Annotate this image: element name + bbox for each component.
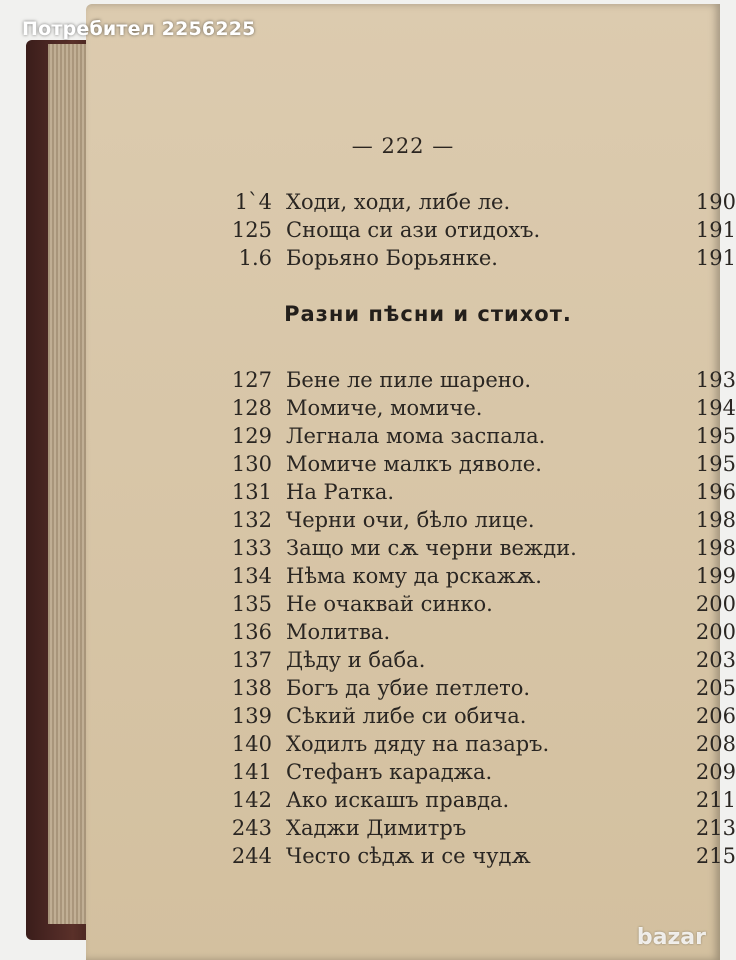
- entry-title: Често сѣдѫ и се чудѫ: [286, 844, 531, 868]
- entry-number: 129: [231, 424, 272, 448]
- list-item: [228, 394, 736, 422]
- entry-page: 196: [695, 480, 736, 504]
- entry-title: Ако искашъ правда.: [286, 788, 510, 812]
- list-item: [228, 786, 736, 814]
- list-item: [228, 216, 736, 244]
- entry-number: 134: [231, 564, 272, 588]
- entry-page: 205: [695, 676, 736, 700]
- list-item: [228, 842, 736, 870]
- entry-title: Момиче малкъ дяволе.: [286, 452, 542, 476]
- list-item: [228, 244, 736, 272]
- list-item: [228, 366, 736, 394]
- entry-page: 203: [695, 648, 736, 672]
- entry-page: 209: [695, 760, 736, 784]
- entry-page: 206: [695, 704, 736, 728]
- user-watermark: Потребител 2256225: [22, 18, 256, 40]
- list-item: [228, 814, 736, 842]
- entry-page: 213: [695, 816, 736, 840]
- entry-title: Момиче, момиче.: [286, 396, 483, 420]
- entry-number: 139: [231, 704, 272, 728]
- entry-title: Бене ле пиле шарено.: [286, 368, 532, 392]
- entry-page: 215: [695, 844, 736, 868]
- page-number: — 222 —: [351, 134, 455, 158]
- entry-number: 127: [231, 368, 272, 392]
- entry-page: 200: [695, 592, 736, 616]
- entry-number: 133: [231, 536, 272, 560]
- entry-title: Хаджи Димитръ: [286, 816, 467, 840]
- entry-page: 198: [695, 508, 736, 532]
- entry-number: 141: [231, 760, 272, 784]
- entry-title: Сѣкий либе си обича.: [286, 704, 527, 728]
- entry-page: 195: [695, 424, 736, 448]
- list-item: [228, 478, 736, 506]
- list-item: [228, 702, 736, 730]
- entry-page: 194: [695, 396, 736, 420]
- entry-number: 132: [231, 508, 272, 532]
- entry-number: 1.6: [238, 246, 272, 270]
- list-item: [228, 618, 736, 646]
- list-item: [228, 646, 736, 674]
- entry-title: Стефанъ караджа.: [286, 760, 493, 784]
- entry-title: Борьяно Борьянке.: [286, 246, 498, 270]
- entry-title: Защо ми сѫ черни вежди.: [286, 536, 577, 560]
- list-item: [228, 590, 736, 618]
- list-item: [228, 188, 736, 216]
- entry-title: Нѣма кому да рскажѫ.: [286, 564, 542, 588]
- list-item: [228, 506, 736, 534]
- list-item: [228, 730, 736, 758]
- entry-number: 1`4: [234, 190, 272, 214]
- entry-page: 191: [695, 218, 736, 242]
- entry-page: 195: [695, 452, 736, 476]
- book-page: [86, 4, 736, 960]
- list-item: [228, 758, 736, 786]
- entry-page: 198: [695, 536, 736, 560]
- entry-page: 211: [695, 788, 736, 812]
- entry-title: Богъ да убие петлето.: [286, 676, 531, 700]
- entry-title: Легнала мома заспала.: [286, 424, 546, 448]
- entry-title: Молитва.: [286, 620, 391, 644]
- list-item: [228, 534, 736, 562]
- entry-number: 135: [231, 592, 272, 616]
- entry-title: Дѣду и баба.: [286, 648, 426, 672]
- entry-number: 128: [231, 396, 272, 420]
- entry-page: 191: [695, 246, 736, 270]
- entry-page: 190: [695, 190, 736, 214]
- entry-title: Черни очи, бѣло лице.: [286, 508, 535, 532]
- entry-number: 244: [231, 844, 272, 868]
- section-heading: Разни пѣсни и стихот.: [284, 302, 572, 326]
- bazar-logo: bazar: [636, 925, 706, 950]
- list-item: [228, 422, 736, 450]
- entry-number: 140: [231, 732, 272, 756]
- list-item: [228, 450, 736, 478]
- entry-title: На Ратка.: [286, 480, 395, 504]
- entry-number: 131: [231, 480, 272, 504]
- entry-page: 208: [695, 732, 736, 756]
- entry-number: 130: [231, 452, 272, 476]
- entry-page: 200: [695, 620, 736, 644]
- entry-number: 125: [231, 218, 272, 242]
- entry-page: 193: [695, 368, 736, 392]
- list-item: [228, 674, 736, 702]
- entry-number: 136: [231, 620, 272, 644]
- entry-title: Не очаквай синко.: [286, 592, 493, 616]
- entry-title: Ходи, ходи, либе ле.: [286, 190, 511, 214]
- entry-number: 142: [231, 788, 272, 812]
- entry-number: 138: [231, 676, 272, 700]
- list-item: [228, 562, 736, 590]
- entry-number: 137: [231, 648, 272, 672]
- entry-title: Сноща си ази отидохъ.: [286, 218, 541, 242]
- entry-number: 243: [231, 816, 272, 840]
- entry-page: 199: [695, 564, 736, 588]
- entry-title: Ходилъ дяду на пазаръ.: [286, 732, 550, 756]
